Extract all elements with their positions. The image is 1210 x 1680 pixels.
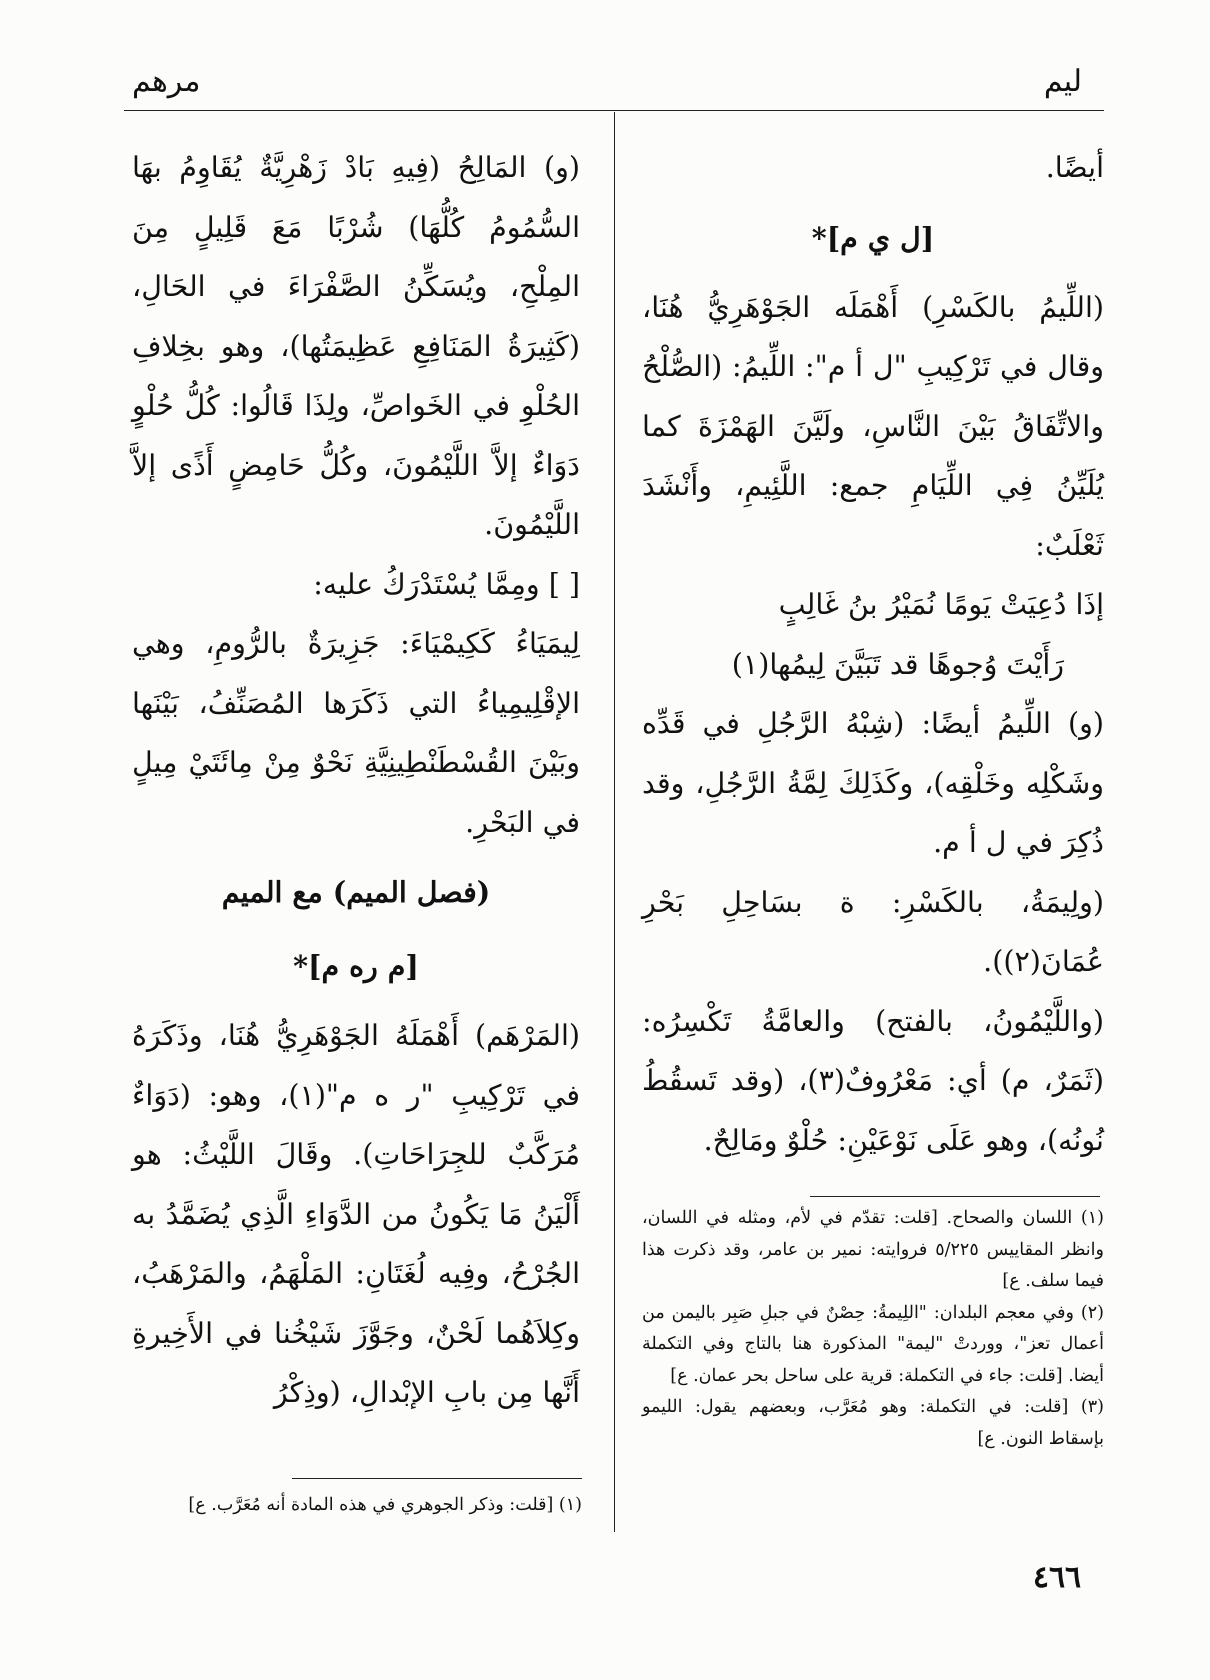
page-number: ٤٦٦ — [1032, 1560, 1082, 1595]
right-footnotes — [642, 1203, 1104, 1455]
entry-heading: [م ره م]* — [293, 949, 419, 983]
header-rule — [124, 110, 1104, 111]
footnote: (٢) وفي معجم البلدان: "اللِيمةُ: حِصْنٌ في جبلِ صَبِر باليمن من أعمال تعز"، ووردتْ "ليمة" المذكورة هنا بالتاج وفي التكملة أيضا. [قلت: جاء في التكملة: قرية على ساحل بحر عمان. ع] — [642, 1302, 1104, 1386]
paragraph: (اللِّيمُ بالكَسْرِ) أَهْمَلَه الجَوْهَرِيُّ هُنَا، وقال في تَرْكِيبِ "ل أ م": اللِّيمُ: (الصُّلْحُ والاتِّفَاقُ بَيْنَ النَّاسِ، ولَيَّنَ الهَمْزَةَ كما يُلَيِّنُ فِي اللِّيَامِ جمع: اللَّئِيمِ، وأَنْشَدَ ثَعْلَبٌ: — [642, 290, 1104, 562]
paragraph: (المَرْهَم) أَهْمَلَهُ الجَوْهَرِيُّ هُنَا، وذَكَرَهُ في تَرْكِيبِ "ر ه م"(١)، وهو: (دَوَاءٌ مُرَكَّبٌ للجِرَاحَاتِ). وقَالَ اللَّيْثُ: هو أَلْيَنُ مَا يَكُونُ من الدَّوَاءِ الَّذِي يُضَمَّدُ به الجُرْحُ، وفِيه لُغَتَانِ: المَلْهَمُ، والمَرْهَبُ، وكِلاَهُما لَحْنٌ، وجَوَّزَ شَيْخُنا في الأَخِيرةِ أَنَّها مِن بابِ الإبْدالِ، (وذِكْرُ — [132, 1019, 580, 1409]
column-divider — [614, 112, 615, 1532]
running-header-entry: ليم — [1043, 64, 1082, 99]
entry-heading: [ل ي م]* — [811, 220, 935, 255]
paragraph: (واللَّيْمُونُ، بالفتح) والعامَّةُ تَكْسِرُه: (ثَمَرٌ، م) أي: مَعْرُوفٌ(٣)، (وقد تَسقُطُ نُونُه)، وهو عَلَى نَوْعَيْنِ: حُلْوٌ ومَالِحٌ. — [642, 1004, 1104, 1157]
verse-line: رَأَيْتَ وُجوهًا قد تَبَيَّنَ لِيمُها(١) — [731, 647, 1064, 681]
running-header-last-entry: مرهم — [132, 64, 201, 99]
footnote-rule — [292, 1478, 582, 1479]
paragraph: (و) اللِّيمُ أيضًا: (شِبْهُ الرَّجُلِ في قَدِّه وشَكْلِه وخَلْقِه)، وكَذَلِكَ لِمَّةُ الرَّجُلِ، وقد ذُكِرَ في ل أ م. — [642, 707, 1104, 859]
right-column — [642, 138, 1104, 1170]
paragraph: (و) المَالِحُ (فِيهِ بَادْ زَهْرِيَّةٌ يُقَاوِمُ بهَا السُّمُومُ كُلُّهَا) شُرْبًا مَعَ قَلِيلٍ مِنَ المِلْحِ، ويُسَكِّنُ الصَّفْرَاءَ في الحَالِ، (كَثِيرَةُ المَنَافِعِ عَظِيمَتُها)، وهو بخِلافِ الحُلْوِ في الخَواصِّ، ولِذَا قَالُوا: كُلُّ حُلْوٍ دَوَاءٌ إلاَّ اللَّيْمُونَ، وكُلُّ حَامِضٍ أَذًى إلاَّ اللَّيْمُونَ. — [132, 151, 580, 541]
paragraph: أيضًا. — [1045, 151, 1104, 184]
verse-line: إذَا دُعِيَتْ يَومًا نُمَيْرُ بنُ غَالِبٍ — [778, 588, 1104, 621]
footnote: (١) اللسان والصحاح. [قلت: تقدّم في لأم، ومثله في اللسان، وانظر المقاييس ٥/٢٢٥ فروايته: نمير بن عامر، وقد ذكرت هذا فيما سلف. ع] — [642, 1208, 1104, 1291]
footnote: (١) [قلت: وذكر الجوهري في هذه المادة أنه مُعَرَّب. ع] — [188, 1495, 582, 1515]
paragraph: (ولِيمَةُ، بالكَسْرِ: ة بسَاحِلِ بَحْرِ عُمَانَ(٢)). — [642, 885, 1104, 978]
left-column — [132, 138, 580, 1423]
section-heading: (فصل الميم) مع الميم — [221, 875, 491, 909]
footnote-rule — [810, 1196, 1100, 1197]
left-footnotes — [132, 1490, 582, 1522]
paragraph: لِيمَيَاءُ كَكِيمْيَاءَ: جَزِيرَةٌ بالرُّومِ، وهي الإقْلِيمِياءُ التي ذَكَرَها المُصَنِّفُ، بَيْنَها وبَيْنَ القُسْطَنْطِينِيَّةِ نَحْوٌ مِنْ مِائَتَيْ مِيلٍ في البَحْرِ. — [132, 627, 580, 839]
paragraph: [ ] ومِمَّا يُسْتَدْرَكُ عليه: — [313, 567, 580, 601]
footnote: (٣) [قلت: في التكملة: وهو مُعَرَّب، وبعضهم يقول: الليمو بإسقاط النون. ع] — [642, 1397, 1104, 1449]
